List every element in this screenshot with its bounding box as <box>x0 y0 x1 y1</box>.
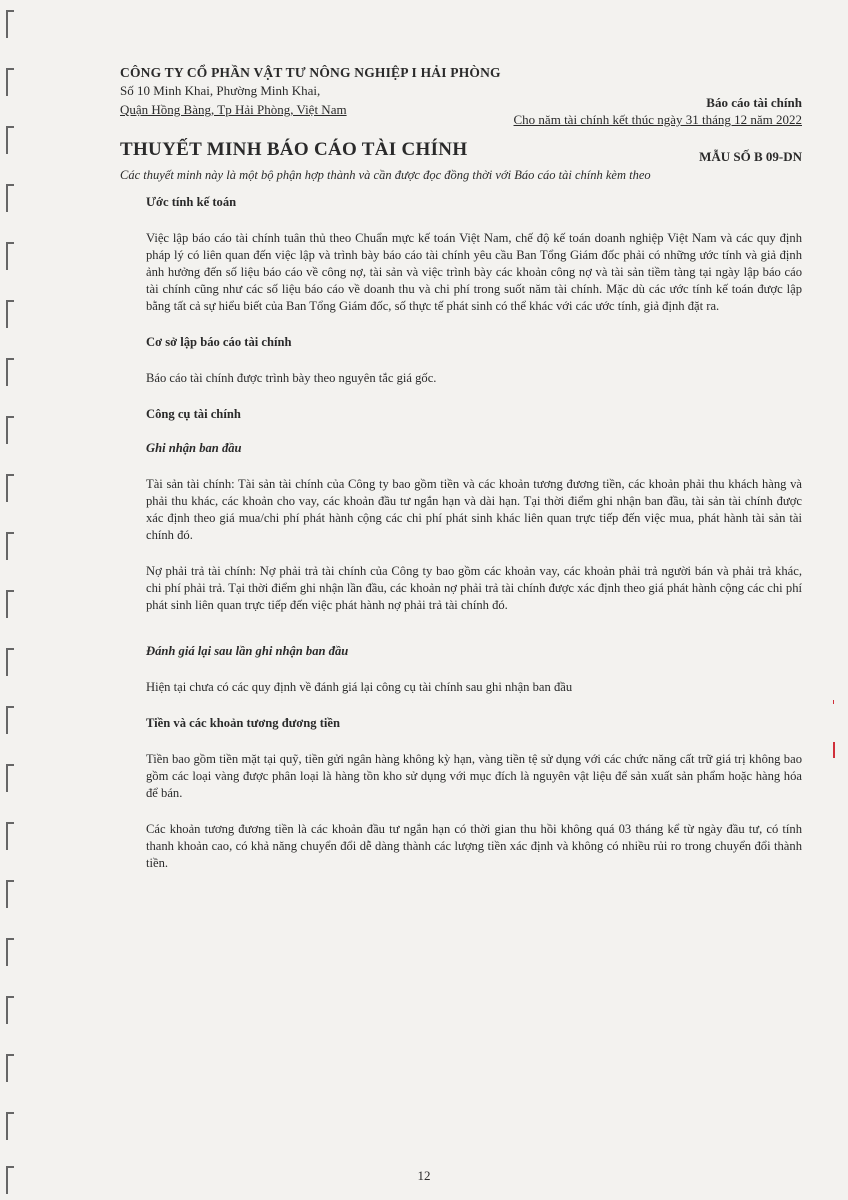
page-title: THUYẾT MINH BÁO CÁO TÀI CHÍNH <box>120 139 468 160</box>
company-name: CÔNG TY CỔ PHẦN VẬT TƯ NÔNG NGHIỆP I HẢI PHÒNG <box>120 65 501 80</box>
report-period: Cho năm tài chính kết thúc ngày 31 tháng 12 năm 2022 <box>513 112 802 127</box>
report-header <box>514 94 802 129</box>
heading-co-so: Cơ sở lập báo cáo tài chính <box>146 335 292 349</box>
binding-marks <box>6 0 20 1200</box>
paragraph-no-phai-tra: Nợ phải trả tài chính: Nợ phải trả tài chính của Công ty bao gồm các khoản vay, các khoản phải trả người bán và phải trả khác, chi phí phải trả. Tại thời điểm ghi nhận lần đầu, các khoản nợ phải trả tài chính được xác định theo giá phát hành cộng các chi phí phát sinh liên quan trực tiếp đến việc phát hành nợ phải trả tài chính đó. <box>146 564 802 612</box>
paragraph-danh-gia-lai: Hiện tại chưa có các quy định về đánh giá lại công cụ tài chính sau ghi nhận ban đầu <box>146 680 573 694</box>
margin-dot <box>833 700 834 704</box>
paragraph-uoc-tinh: Việc lập báo cáo tài chính tuân thủ theo Chuẩn mực kế toán Việt Nam, chế độ kế toán doanh nghiệp Việt Nam và các quy định pháp lý có liên quan đến việc lập và trình bày báo cáo tài chính yêu cầu Ban Tổng Giám đốc phải có những ước tính và giả định ảnh hưởng đến số liệu báo cáo về công nợ, tài sản và việc trình bày các khoản công nợ và tài sản tiềm tàng tại ngày lập báo cáo tài chính cũng như các số liệu báo cáo về doanh thu và chi phí trong suốt năm tài chính. Mặc dù các ước tính kế toán được lập bằng tất cả sự hiểu biết của Ban Tổng Giám đốc, số thực tế phát sinh có thể khác với các ước tính, giả định đặt ra. <box>146 231 802 313</box>
paragraph-co-so: Báo cáo tài chính được trình bày theo nguyên tắc giá gốc. <box>146 371 437 385</box>
page-number: 12 <box>417 1168 431 1183</box>
form-code: MẪU SỐ B 09-DN <box>699 149 802 164</box>
subheading-danh-gia-lai: Đánh giá lại sau lần ghi nhận ban đầu <box>146 644 349 658</box>
margin-mark <box>833 742 835 758</box>
company-header <box>120 65 501 119</box>
heading-uoc-tinh: Ước tính kế toán <box>146 195 237 209</box>
page-subtitle: Các thuyết minh này là một bộ phận hợp thành và cần được đọc đồng thời với Báo cáo tài chính kèm theo <box>120 168 651 182</box>
document-body <box>146 188 802 872</box>
heading-cong-cu: Công cụ tài chính <box>146 407 241 421</box>
paragraph-tien: Tiền bao gồm tiền mặt tại quỹ, tiền gửi ngân hàng không kỳ hạn, vàng tiền tệ sử dụng với các chức năng cất trữ giá trị không bao gồm các loại vàng được phân loại là hàng tồn kho sử dụng với mục đích là nguyên vật liệu để sản xuất sản phẩm hoặc hàng hóa để bán. <box>146 752 802 800</box>
subheading-ghi-nhan: Ghi nhận ban đầu <box>146 441 242 455</box>
company-address-2: Quận Hồng Bàng, Tp Hải Phòng, Việt Nam <box>120 102 347 117</box>
paragraph-tuong-duong-tien: Các khoản tương đương tiền là các khoản đầu tư ngắn hạn có thời gian thu hồi không quá 03 tháng kể từ ngày đầu tư, có tính thanh khoản cao, có khả năng chuyển đổi dễ dàng thành các lượng tiền xác định và không có nhiều rủi ro trong chuyển đổi thành tiền. <box>146 822 802 870</box>
paragraph-tai-san-tai-chinh: Tài sản tài chính: Tài sản tài chính của Công ty bao gồm tiền và các khoản tương đương tiền, các khoản phải thu khách hàng và phải thu khác, các khoản cho vay, các khoản đầu tư ngắn hạn và dài hạn. Tại thời điểm ghi nhận ban đầu, tài sản tài chính được xác định theo giá mua/chi phí phát hành cộng các chi phí phát sinh khác liên quan trực tiếp đến việc mua, phát hành tài sản tài chính đó. <box>146 477 802 542</box>
heading-tien: Tiền và các khoản tương đương tiền <box>146 716 340 730</box>
company-address-1: Số 10 Minh Khai, Phường Minh Khai, <box>120 83 321 98</box>
report-label: Báo cáo tài chính <box>706 95 802 110</box>
